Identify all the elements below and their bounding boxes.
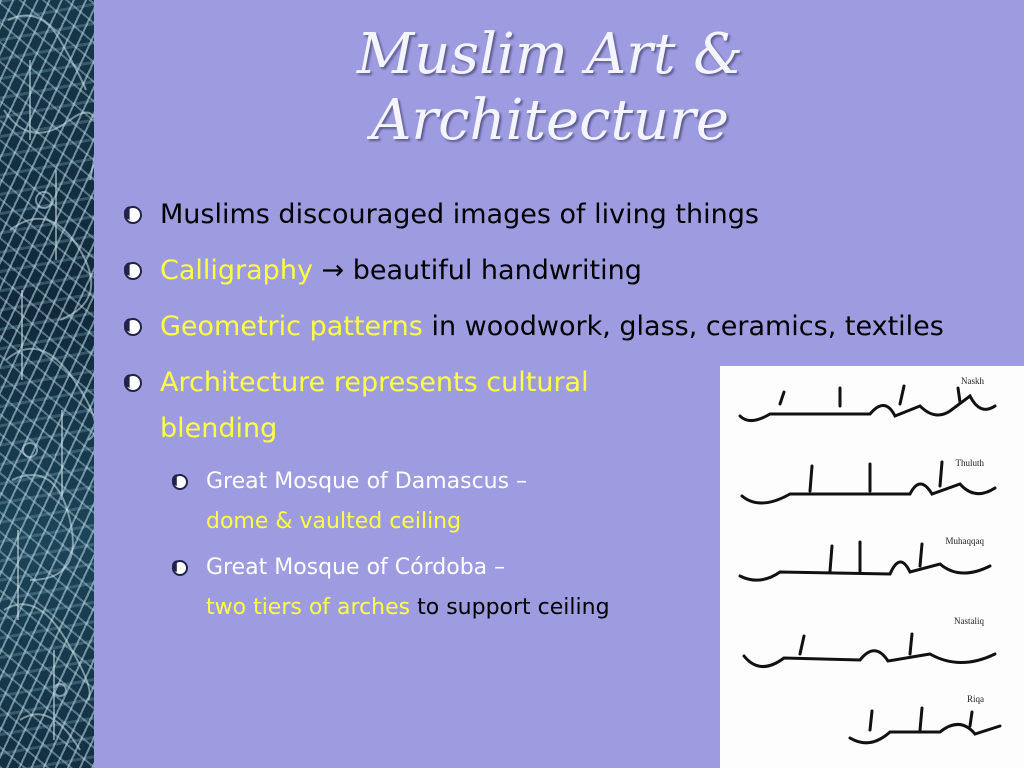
sub-bullet-highlight: two tiers of arches [206, 595, 411, 620]
bullet-highlight: Geometric patterns [160, 311, 423, 342]
crescent-bullet-icon [124, 318, 142, 336]
bullet-text: Muslims discouraged images of living things [160, 199, 759, 230]
title-line-1: Muslim Art & [356, 22, 744, 87]
crescent-bullet-icon [124, 374, 142, 392]
bullet-highlight: Calligraphy [160, 255, 313, 286]
crescent-bullet-icon [172, 560, 188, 576]
label-nastaliq: Nastaliq [954, 616, 984, 626]
bullet-item-images [124, 192, 984, 238]
calligraphy-strokes [720, 366, 1024, 768]
bullet-highlight: Architecture represents cultural blending [160, 367, 589, 444]
crescent-bullet-icon [124, 206, 142, 224]
sub-bullet-rest: to support ceiling [410, 595, 610, 620]
sub-bullet-highlight: dome & vaulted ceiling [206, 509, 462, 534]
crescent-bullet-icon [172, 474, 188, 490]
strip-pattern [0, 0, 94, 768]
calligraphy-styles-image [720, 366, 1024, 768]
label-naskh: Naskh [961, 376, 984, 386]
label-thuluth: Thuluth [955, 458, 984, 468]
decorative-calligraphy-strip [0, 0, 94, 768]
title-line-2: Architecture [370, 88, 730, 153]
right-arrow-icon: → [321, 255, 345, 286]
crescent-bullet-icon [124, 262, 142, 280]
label-riqa: Riqa [967, 694, 984, 704]
slide-title [200, 22, 900, 154]
label-muhaqqaq: Muhaqqaq [945, 536, 984, 546]
sub-bullet-text: Great Mosque of Damascus – [206, 469, 528, 494]
bullet-item-calligraphy [124, 248, 984, 294]
sub-bullet-text: Great Mosque of Córdoba – [206, 555, 506, 580]
bullet-text: beautiful handwriting [344, 255, 642, 286]
bullet-text: in woodwork, glass, ceramics, textiles [422, 311, 944, 342]
bullet-item-geometric [124, 304, 984, 350]
